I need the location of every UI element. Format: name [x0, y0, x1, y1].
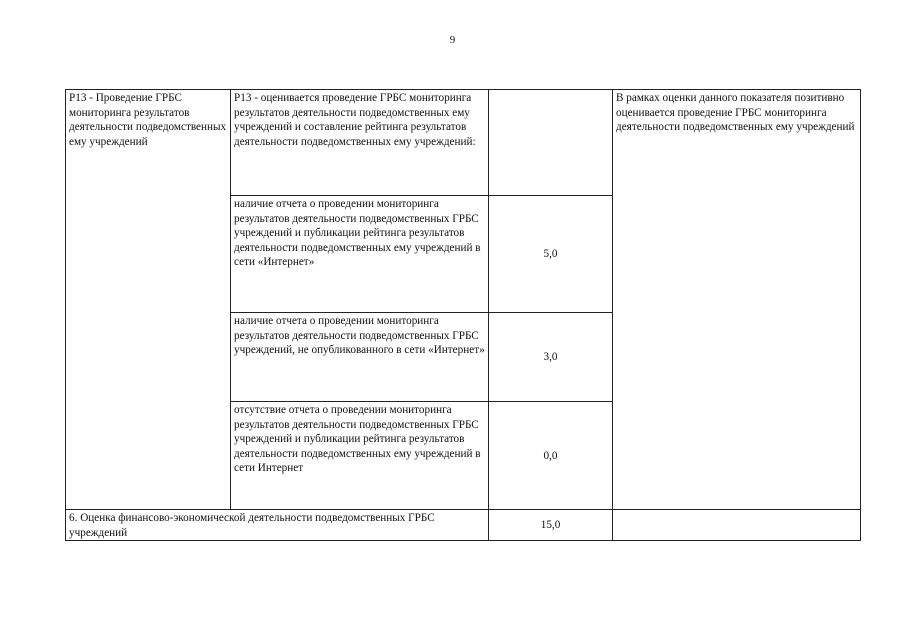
section-score: 15,0 — [540, 519, 561, 532]
section-title-cell — [66, 510, 489, 541]
section-title: 6. Оценка финансово-экономической деятельности подведомственных ГРБС учреждений — [69, 512, 435, 539]
option-score: 0,0 — [543, 449, 558, 462]
option-score-cell — [489, 402, 613, 510]
indicator-description-cell — [231, 90, 489, 196]
indicator-table — [65, 89, 861, 541]
section-row — [66, 510, 861, 541]
option-score-cell — [489, 313, 613, 402]
option-text: наличие отчета о проведении мониторинга результатов деятельности подведомственных ГРБС учреждений, не опубликованного в сети «Интернет» — [234, 315, 485, 357]
option-score: 5,0 — [543, 248, 558, 261]
option-text: наличие отчета о проведении мониторинга результатов деятельности подведомственных ГРБС учреждений и публикации рейтинга результатов деятельности подведомственных ему учреждений в сети «Интернет» — [234, 198, 481, 269]
option-text-cell — [231, 402, 489, 510]
option-text-cell — [231, 196, 489, 313]
option-score: 3,0 — [543, 351, 558, 364]
option-score-cell — [489, 196, 613, 313]
option-text: отсутствие отчета о проведении мониторинга результатов деятельности подведомственных ГРБС учреждений и публикации рейтинга результатов деятельности подведомственных ему учреждений в сети Интернет — [234, 404, 481, 475]
section-score-cell — [489, 510, 613, 541]
indicator-name-cell — [66, 90, 231, 510]
indicator-note: В рамках оценки данного показателя позитивно оценивается проведение ГРБС мониторинга деятельности подведомственных ему учреждений — [616, 92, 855, 134]
option-text-cell — [231, 313, 489, 402]
empty-score-cell — [489, 90, 613, 196]
note-cell — [613, 90, 861, 510]
indicator-row — [66, 90, 861, 196]
page-number: 9 — [449, 34, 456, 46]
indicator-description: Р13 - оценивается проведение ГРБС мониторинга результатов деятельности подведомственных ему учреждений и составление рейтинга результатов деятельности подведомственных ему учреждений: — [234, 92, 476, 148]
section-note-cell — [613, 510, 861, 541]
indicator-name: Р13 - Проведение ГРБС мониторинга результатов деятельности подведомственных ему учреждений — [69, 92, 227, 148]
